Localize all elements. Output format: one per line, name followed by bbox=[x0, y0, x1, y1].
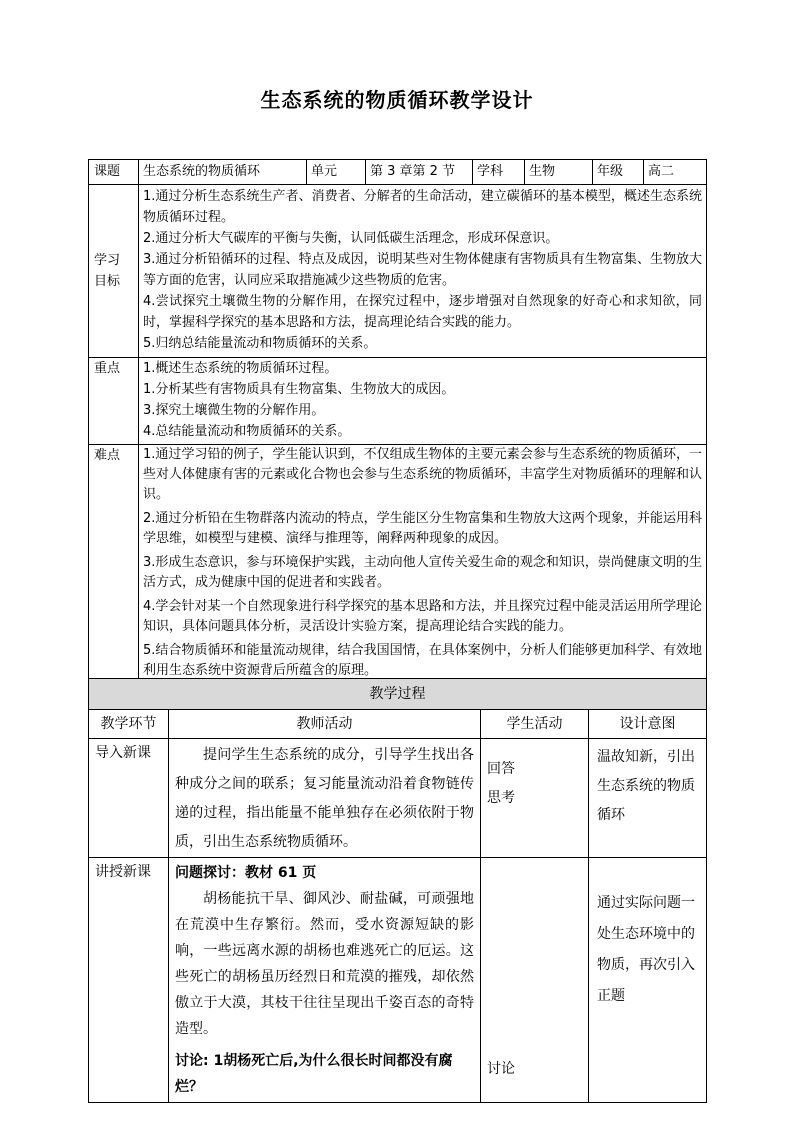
topic-label: 课题 bbox=[89, 160, 139, 185]
header-stage: 教学环节 bbox=[89, 710, 169, 739]
objectives-label-line: 目标 bbox=[94, 274, 121, 289]
info-row bbox=[89, 160, 707, 185]
key-point-item: 3.探究土壤微生物的分解作用。 bbox=[143, 403, 325, 418]
objectives-label-line: 学习 bbox=[94, 253, 121, 268]
key-point-item: 1.概述生态系统的物质循环过程。 bbox=[143, 361, 338, 376]
process-table bbox=[88, 678, 707, 1103]
difficulties-row bbox=[89, 445, 707, 686]
key-point-item: 1.分析某些有害物质具有生物富集、生物放大的成因。 bbox=[143, 382, 455, 397]
stage-new: 讲授新课 bbox=[89, 858, 169, 1103]
key-points-content bbox=[139, 358, 707, 445]
difficulties-label: 难点 bbox=[89, 445, 139, 686]
subject-label: 学科 bbox=[473, 160, 525, 185]
difficulty-item: 4.学会针对某一个自然现象进行科学探究的基本思路和方法，并且探究过程中能灵活运用所学理论知识，具体问题具体分析，灵活设计实验方案，提高理论结合实践的能力。 bbox=[143, 599, 702, 634]
process-band-row bbox=[89, 679, 707, 710]
difficulty-item: 2.通过分析铅在生物群落内流动的特点，学生能区分生物富集和生物放大这两个现象，并能运用科学思维，如模型与建模、演绎与推理等，阐释两种现象的成因。 bbox=[143, 511, 702, 546]
objectives-content bbox=[139, 185, 707, 358]
header-student: 学生活动 bbox=[481, 710, 589, 739]
grade-label: 年级 bbox=[593, 160, 644, 185]
design-intent-intro: 温故知新，引出生态系统的物质循环 bbox=[589, 739, 707, 858]
key-point-item: 4.总结能量流动和物质循环的关系。 bbox=[143, 424, 351, 439]
grade-value: 高二 bbox=[644, 160, 707, 185]
process-row-intro bbox=[89, 739, 707, 858]
objective-item: 4.尝试探究土壤微生物的分解作用，在探究过程中，逐步增强对自然现象的好奇心和求知欲，同时，掌握科学探究的基本思路和方法，提高理论结合实践的能力。 bbox=[143, 294, 702, 330]
design-intent-new: 通过实际问题一处生态环境中的物质，再次引入正题 bbox=[589, 858, 707, 1103]
header-teacher: 教师活动 bbox=[169, 710, 481, 739]
key-points-row bbox=[89, 358, 707, 445]
objectives-row bbox=[89, 185, 707, 358]
student-activity-intro bbox=[481, 739, 589, 858]
teacher-activity-intro: 提问学生生态系统的成分，引导学生找出各种成分之间的联系；复习能量流动沿着食物链传递的过程，指出能量不能单独存在必须依附于物质，引出生态系统物质循环。 bbox=[169, 739, 481, 858]
objective-item: 5.归纳总结能量流动和物质循环的关系。 bbox=[143, 336, 377, 351]
problem-text: 胡杨能抗干旱、御风沙、耐盐碱，可顽强地在荒漠中生存繁衍。然而，受水资源短缺的影响，一些远离水源的胡杨也难逃死亡的厄运。这些死亡的胡杨虽历经烈日和荒漠的摧残，却依然傲立于大漠，其枝干往往呈现出千姿百态的奇特造型。 bbox=[175, 891, 474, 1037]
student-activity-line: 思考 bbox=[487, 790, 515, 806]
header-intent: 设计意图 bbox=[589, 710, 707, 739]
process-header-row bbox=[89, 710, 707, 739]
objective-item: 3.通过分析铅循环的过程、特点及成因，说明某些对生物体健康有害物质具有生物富集、生物放大等方面的危害，认同应采取措施减少这些物质的危害。 bbox=[143, 252, 702, 288]
discussion-question: 讨论: 1胡杨死亡后,为什么很长时间都没有腐烂？ bbox=[175, 1053, 453, 1095]
teacher-activity-new bbox=[169, 858, 481, 1103]
unit-label: 单元 bbox=[307, 160, 366, 185]
objective-item: 1.通过分析生态系统生产者、消费者、分解者的生命活动，建立碳循环的基本模型，概述生态系统物质循环过程。 bbox=[143, 189, 702, 225]
objectives-label bbox=[89, 185, 139, 358]
student-activity-new: 讨论 bbox=[481, 858, 589, 1103]
difficulty-item: 5.结合物质循环和能量流动规律，结合我国国情，在具体案例中，分析人们能够更加科学、有效地利用生态系统中资源背后所蕴含的原理。 bbox=[143, 643, 702, 678]
key-points-label: 重点 bbox=[89, 358, 139, 445]
topic-value: 生态系统的物质循环 bbox=[139, 160, 307, 185]
process-band: 教学过程 bbox=[89, 679, 707, 710]
stage-intro: 导入新课 bbox=[89, 739, 169, 858]
info-table bbox=[88, 159, 707, 686]
unit-value: 第 3 章第 2 节 bbox=[366, 160, 473, 185]
difficulty-item: 1.通过学习铅的例子，学生能认识到，不仅组成生物体的主要元素会参与生态系统的物质循环，一些对人体健康有害的元素或化合物也会参与生态系统的物质循环，丰富学生对物质循环的理解和认识。 bbox=[143, 447, 703, 502]
problem-heading: 问题探讨：教材 61 页 bbox=[175, 865, 317, 881]
subject-value: 生物 bbox=[525, 160, 593, 185]
difficulty-item: 3.形成生态意识，参与环境保护实践，主动向他人宣传关爱生命的观念和知识，崇尚健康文明的生活方式，成为健康中国的促进者和实践者。 bbox=[143, 555, 702, 590]
page-title: 生态系统的物质循环教学设计 bbox=[260, 88, 534, 112]
process-row-new bbox=[89, 858, 707, 1103]
difficulties-content bbox=[139, 445, 707, 686]
objective-item: 2.通过分析大气碳库的平衡与失衡，认同低碳生活理念，形成环保意识。 bbox=[143, 231, 559, 246]
student-activity-line: 回答 bbox=[487, 761, 515, 777]
